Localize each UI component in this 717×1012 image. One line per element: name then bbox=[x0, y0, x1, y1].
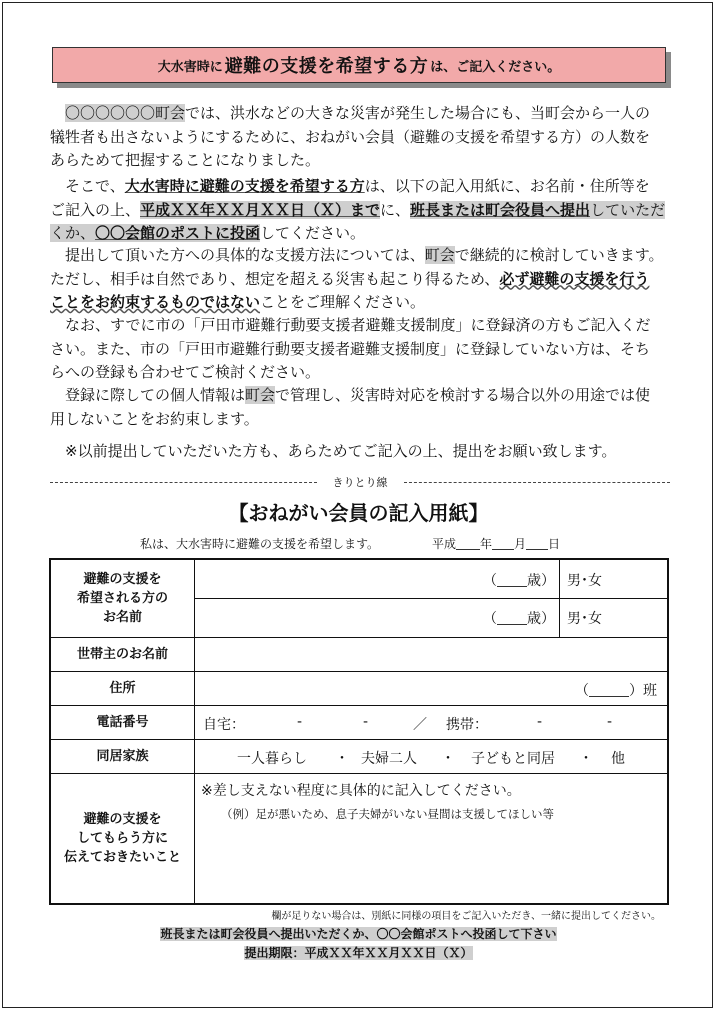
gender-divider bbox=[559, 560, 560, 637]
age-field-1[interactable] bbox=[483, 570, 555, 590]
p5-line1-a: 登録に際しての個人情報は bbox=[65, 386, 246, 404]
age-blank[interactable] bbox=[497, 612, 527, 625]
date-line bbox=[432, 535, 560, 552]
p2-line1-a: そこで、 bbox=[65, 177, 125, 195]
deadline-text: 提出期限：平成ＸＸ年ＸＸ月ＸＸ日（Ｘ） bbox=[244, 946, 473, 960]
applicant-name-label bbox=[51, 560, 194, 637]
age-unit: 歳） bbox=[527, 573, 555, 589]
family-option-other[interactable]: 他 bbox=[611, 751, 625, 767]
notes-label bbox=[51, 774, 194, 903]
paragraph-5 bbox=[50, 384, 672, 431]
p3-disclaimer-1: 必ず避難の支援を行う bbox=[499, 269, 650, 288]
family-dot: ・ bbox=[335, 751, 349, 767]
p1-line2: 犠牲者も出さないようにするために、おねがい会員（避難の支援を希望する方）の人数を bbox=[50, 127, 651, 146]
cut-dash-left bbox=[50, 482, 317, 483]
phone-label: 電話番号 bbox=[96, 715, 149, 730]
p5-town: 町会 bbox=[245, 386, 276, 404]
family-option-couple[interactable]: 夫婦二人 bbox=[361, 751, 417, 767]
phone-home-dash-2: - bbox=[363, 714, 369, 730]
p4-line1: なお、すでに市の「戸田市避難行動要支援者避難支援制度」に登録済の方もご記入くだ bbox=[65, 316, 651, 334]
p1-line1: では、洪水などの大きな災害が発生した場合にも、当町会から一人の bbox=[185, 104, 651, 122]
header-banner bbox=[52, 47, 666, 83]
paragraph-4 bbox=[50, 314, 672, 385]
p5-line1-c: で管理し、災害時対応を検討する場合以外の用途では使 bbox=[275, 386, 651, 404]
family-option-alone[interactable]: 一人暮らし bbox=[237, 751, 307, 767]
day-blank[interactable] bbox=[526, 537, 548, 550]
p3-line2-a: ただし、相手は自然であり、想定を超える災害も起こり得るため、 bbox=[50, 269, 500, 288]
p2-line2-c: に、 bbox=[380, 200, 411, 219]
p3-town: 町会 bbox=[424, 246, 455, 264]
form-title: 【おねがい会員の記入用紙】 bbox=[228, 501, 489, 525]
phone-mobile-dash-1: - bbox=[537, 714, 543, 730]
p2-line3-a: くか、 bbox=[50, 224, 96, 242]
phone-mobile-label: 携帯： bbox=[446, 717, 488, 733]
p1-line3: あらためて把握することになりました。 bbox=[50, 151, 321, 169]
phone-mobile-dash-2: - bbox=[607, 714, 613, 730]
han-field[interactable] bbox=[575, 680, 657, 700]
p4-line3: らへの登録も合わせてご検討ください。 bbox=[50, 363, 321, 381]
application-form-table bbox=[49, 558, 669, 905]
householder-name-field[interactable] bbox=[195, 638, 667, 671]
deadline bbox=[0, 944, 717, 961]
resubmit-note bbox=[50, 440, 672, 464]
gender-select-1[interactable]: 男･女 bbox=[567, 573, 602, 589]
label-line: してもらう方に bbox=[76, 831, 168, 846]
han-blank[interactable] bbox=[589, 684, 629, 697]
label-line: 避難の支援を bbox=[83, 812, 162, 827]
p3-disclaimer-2: ことをお約束するものではない bbox=[50, 293, 261, 311]
han-close: ）班 bbox=[629, 683, 657, 699]
date-era: 平成 bbox=[432, 537, 457, 551]
header-main: 避難の支援を希望する方 bbox=[224, 56, 429, 77]
declaration: 私は、大水害時に避難の支援を希望します。 bbox=[140, 537, 380, 551]
phone-separator: ／ bbox=[413, 717, 427, 733]
family-dot: ・ bbox=[579, 751, 593, 767]
cut-dash-right bbox=[404, 482, 671, 483]
paragraph-2 bbox=[50, 175, 672, 246]
town-association-name: 〇〇〇〇〇〇町会 bbox=[65, 104, 186, 122]
han-open: （ bbox=[575, 683, 589, 699]
age-field-2[interactable] bbox=[483, 608, 555, 628]
p3-line1-a: 提出して頂いた方への具体的な支援方法については、 bbox=[65, 246, 425, 264]
date-year: 年 bbox=[480, 537, 493, 551]
label-line: 避難の支援を bbox=[83, 572, 162, 587]
family-dot: ・ bbox=[441, 751, 455, 767]
address-label: 住所 bbox=[109, 681, 136, 696]
p2-deadline: 平成ＸＸ年ＸＸ月ＸＸ日（Ｘ）まで bbox=[140, 200, 381, 219]
p2-submit-to: 班長または町会役員へ提出 bbox=[410, 200, 591, 219]
p5-line2: 用しないことをお約束します。 bbox=[50, 409, 259, 428]
p2-line2-e: していただ bbox=[590, 200, 666, 219]
label-line: 伝えておきたいこと bbox=[63, 850, 181, 865]
p2-post-box: 〇〇会館のポストに投函 bbox=[95, 224, 261, 242]
notes-example: （例）足が悪いため、息子夫婦がいない昼間は支援してほしい等 bbox=[221, 807, 555, 821]
gender-select-2[interactable]: 男･女 bbox=[567, 611, 602, 627]
p2-target: 大水害時に避難の支援を希望する方 bbox=[124, 177, 365, 195]
p4-line2: さい。また、市の「戸田市避難行動要支援者避難支援制度」に登録していない方は、そち bbox=[50, 339, 651, 358]
age-open: （ bbox=[483, 611, 497, 627]
phone-home-label: 自宅： bbox=[203, 717, 245, 733]
date-month: 月 bbox=[514, 537, 527, 551]
age-unit: 歳） bbox=[527, 611, 555, 627]
year-blank[interactable] bbox=[456, 537, 480, 550]
age-blank[interactable] bbox=[497, 574, 527, 587]
family-option-children[interactable]: 子どもと同居 bbox=[471, 751, 555, 767]
cut-line bbox=[50, 474, 670, 490]
overflow-note: 欄が足りない場合は、別紙に同様の項目をご記入いただき、一緒に提出してください。 bbox=[271, 911, 661, 922]
header-prefix: 大水害時に bbox=[157, 59, 223, 75]
p2-line1-c: は、以下の記入用紙に、お名前・住所等を bbox=[364, 177, 650, 195]
family-label: 同居家族 bbox=[96, 749, 149, 764]
date-day: 日 bbox=[548, 537, 561, 551]
submit-instruction bbox=[0, 925, 717, 942]
age-open: （ bbox=[483, 573, 497, 589]
note-text: ※以前提出していただいた方も、あらためてご記入の上、提出をお願い致します。 bbox=[65, 442, 617, 460]
p2-line3-c: してください。 bbox=[260, 224, 366, 242]
p2-line2-a: ご記入の上、 bbox=[50, 200, 141, 219]
paragraph-3 bbox=[50, 244, 672, 315]
month-blank[interactable] bbox=[492, 537, 514, 550]
cut-label: きりとり線 bbox=[332, 476, 388, 489]
label-line: お名前 bbox=[102, 610, 142, 625]
householder-label: 世帯主のお名前 bbox=[76, 647, 168, 662]
submit-text: 班長または町会役員へ提出いただくか、〇〇会館ポストへ投函して下さい bbox=[160, 927, 557, 941]
header-suffix: は、ご記入ください。 bbox=[430, 59, 561, 75]
notes-instruction: ※差し支えない程度に具体的に記入してください。 bbox=[201, 783, 521, 799]
p3-line1-c: で継続的に検討していきます。 bbox=[454, 246, 664, 264]
phone-home-dash-1: - bbox=[297, 714, 303, 730]
label-line: 希望される方の bbox=[76, 591, 168, 606]
p3-line3-b: ことをご理解ください。 bbox=[260, 293, 426, 311]
paragraph-1 bbox=[50, 102, 672, 173]
